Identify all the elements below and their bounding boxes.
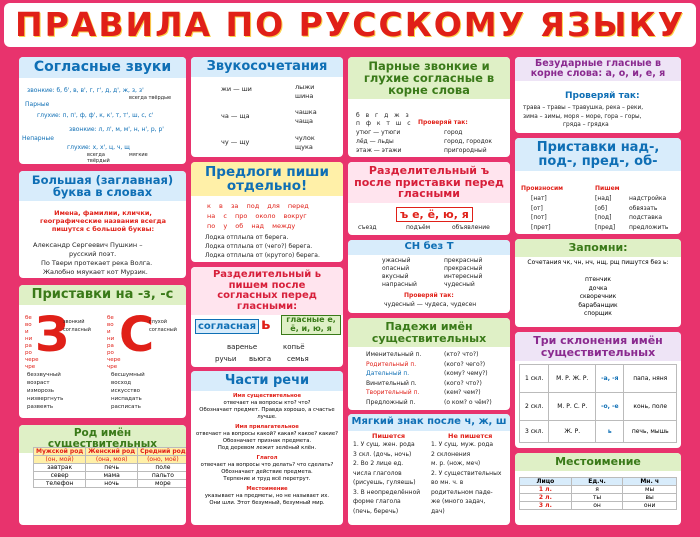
- bolshaya-example: По Твери протекает река Волга.: [41, 259, 153, 267]
- text-item: опасный: [382, 265, 410, 272]
- text-item: папа, няня: [624, 365, 677, 393]
- panel-mestoim: [515, 453, 681, 525]
- soglasnye-line: глухие: п, п', ф, ф', к, к', т, т', ш, с, с': [37, 112, 154, 119]
- bolshaya-rule: Имена, фамилии, клички, географические названия всегда пишутся с большой буквы:: [39, 209, 167, 234]
- bolshaya-example: Александр Сергеевич Пушкин –: [33, 241, 143, 249]
- parnye-row: этаж — этажи: [356, 147, 402, 154]
- parnye-header: Парные звонкие и глухие согласные в корне слова: [348, 57, 510, 99]
- rod-header: Род имён существительных: [19, 425, 186, 453]
- text-item: печь: [86, 464, 138, 472]
- text-item: предложить: [629, 223, 669, 231]
- text-item: М. Р. Ж. Р.: [549, 365, 596, 393]
- soglasnye-line: звонкие: л, л', м, м', н, н', р, р': [69, 126, 164, 133]
- text-item: искусство: [111, 388, 141, 394]
- text-item: у: [223, 222, 228, 230]
- panel-bezudar: [515, 57, 681, 133]
- text-item: телефон: [34, 480, 86, 488]
- razd-mz-example: семья: [287, 355, 309, 363]
- text-item: скворечник: [579, 293, 617, 300]
- text-item: для: [267, 202, 280, 210]
- chasti-title: Местоимение: [246, 486, 288, 492]
- myagkiy-left: [353, 440, 420, 516]
- text-item: зима – зимы, моря – море, гора – горы,: [523, 113, 642, 120]
- text-item: (кто? что?): [444, 351, 479, 358]
- text-item: завтрак: [34, 464, 86, 472]
- table-row: [520, 421, 677, 443]
- bolshaya-example: русский поэт.: [69, 250, 117, 258]
- text-item: бесшумный: [111, 372, 145, 378]
- text-item: развеять: [27, 404, 54, 410]
- text-item: Обозначает действие предмета.: [221, 469, 313, 475]
- text-item: расписать: [111, 404, 141, 410]
- razd-mz-example: ручьи: [215, 355, 237, 363]
- predlogi-example: Лодка отплыла от берега.: [205, 234, 289, 241]
- table-row: [34, 448, 187, 456]
- text-item: же (много задач,: [431, 498, 486, 505]
- text-item: 1. У сущ. жен. рода: [353, 441, 415, 448]
- text-item: возраст: [27, 380, 50, 386]
- text-item: перед: [287, 202, 309, 210]
- text-item: изморозь: [27, 388, 55, 394]
- panel-zvukosochet: [191, 57, 343, 157]
- soglasnye-line: твёрдый: [87, 158, 110, 164]
- parnye-abc: б в г д ж з: [356, 112, 411, 119]
- text-item: [от]: [531, 204, 543, 212]
- text-item: Под деревом лежит зелёный клён.: [217, 445, 317, 451]
- myagkiy-header: Мягкий знак после ч, ж, ш: [348, 414, 510, 431]
- text-item: -а, -я: [596, 365, 624, 393]
- chn-header: СН без Т: [348, 240, 510, 255]
- text-item: прекрасный: [444, 265, 483, 272]
- soglasnye-line: Парные: [25, 101, 50, 108]
- pristavki-header: Приставки над-, под-, пред-, об-: [515, 138, 681, 171]
- myagkiy-col-head: Пишется: [372, 432, 406, 440]
- text-item: Винительный п.: [366, 379, 417, 387]
- text-item: [под]: [595, 214, 612, 221]
- razd-mz-example: вьюга: [249, 355, 272, 363]
- text-item: отвечает на вопросы что делать? что сделать?: [200, 462, 334, 468]
- text-item: за: [230, 202, 239, 210]
- text-item: 3 л.: [520, 502, 572, 510]
- text-item: барабанщик: [578, 301, 618, 309]
- zvuk-ex: [295, 83, 314, 101]
- predlogi-example: Лодка отплыла от (чего?) берега.: [205, 243, 313, 250]
- text-item: М. Р. С. Р.: [549, 393, 596, 421]
- rod-col-head: Средний род: [138, 448, 186, 456]
- chasti-header: Части речи: [191, 371, 343, 391]
- text-item: 3 скл. (дочь, ночь): [353, 450, 412, 458]
- pristavki-col2: [595, 194, 615, 232]
- text-item: (кого? что?): [444, 379, 482, 387]
- parnye-row: пригородный: [444, 147, 487, 154]
- text-item: гряда – грядка: [563, 122, 609, 128]
- chasti-title: Глагол: [256, 455, 278, 461]
- razd-tz-example: съезд: [358, 224, 377, 231]
- text-item: 1 л.: [520, 486, 572, 494]
- bezudar-examples: [523, 104, 643, 130]
- text-item: Творительный п.: [366, 389, 420, 396]
- text-item: 2 склонения: [431, 450, 471, 458]
- text-item: [пот]: [531, 214, 547, 221]
- text-item: север: [34, 472, 86, 480]
- text-item: беззвучный: [27, 372, 61, 378]
- s-words: [111, 371, 145, 411]
- table-row: [520, 478, 677, 486]
- text-item: под: [246, 202, 260, 210]
- text-item: ниспадать: [111, 396, 142, 402]
- text-item: 2 л.: [520, 494, 572, 502]
- predlogi-row: [207, 222, 295, 230]
- text-item: Родительный п.: [366, 360, 417, 368]
- text-item: с: [223, 212, 227, 220]
- zvuk-pair: чу — щу: [221, 138, 250, 146]
- bolshaya-header: Большая (заглавная) буква в словах: [19, 171, 186, 201]
- rod-sub: (оно, моё): [138, 456, 186, 464]
- text-item: дочка: [588, 284, 608, 292]
- text-item: Именительный п.: [366, 351, 422, 358]
- text-item: отвечает на вопросы какой? какая? какое? какие?: [196, 431, 338, 437]
- tri-table: [519, 364, 677, 443]
- parnye-row: утюг — утюги: [356, 129, 401, 136]
- text-item: ь: [596, 421, 624, 443]
- table-row: [34, 464, 187, 472]
- text-item: вкусный: [382, 273, 409, 280]
- text-item: числа глаголов: [353, 469, 402, 477]
- panel-razd-mz: [191, 267, 343, 367]
- table-row: [520, 393, 677, 421]
- chn-right: [444, 257, 482, 289]
- text-item: обвязать: [629, 204, 658, 212]
- tri-header: Три склонения имён существительных: [515, 332, 681, 361]
- text-item: щука: [295, 143, 313, 151]
- text-item: Дательный п.: [366, 370, 410, 377]
- parnye-row: лёд — льды: [356, 138, 394, 145]
- text-item: лыжи: [295, 83, 315, 91]
- panel-padezhi: [348, 318, 510, 410]
- text-item: Предложный п.: [366, 398, 416, 406]
- text-item: Они шли. Этот безумный, безумный мир.: [209, 500, 325, 506]
- table-row: [34, 480, 187, 488]
- soglasnye-line: мягкие: [129, 152, 148, 158]
- panel-razd-tz: [348, 162, 510, 235]
- text-item: 1. У сущ. муж. рода: [431, 441, 494, 448]
- rod-sub: (он, мой): [34, 456, 86, 464]
- text-item: Ед.ч.: [571, 478, 622, 486]
- text-item: в: [219, 202, 223, 210]
- text-item: Терпение и труд всё перетрут.: [223, 476, 311, 482]
- panel-predlogi: [191, 162, 343, 262]
- text-item: подставка: [629, 214, 663, 221]
- text-item: [об]: [595, 204, 608, 212]
- text-item: Обозначает предмет. Правда хорошо, а счастье: [199, 407, 335, 413]
- text-item: чаща: [295, 117, 313, 125]
- pristavki-col-head: Пишем: [595, 185, 620, 192]
- text-item: по: [207, 222, 216, 230]
- predlogi-example: Лодка отплыла от (крутого) берега.: [205, 252, 320, 259]
- text-item: (кем? чем?): [444, 389, 481, 396]
- table-row: [34, 472, 187, 480]
- soglasnye-header: Согласные звуки: [19, 57, 186, 78]
- razd-tz-formula: ъ е, ё, ю, я: [396, 207, 473, 222]
- text-item: форме глагола: [353, 498, 401, 505]
- zapomni-header: Запомни:: [515, 239, 681, 257]
- text-item: к: [207, 202, 211, 210]
- table-row: [520, 365, 677, 393]
- zvukosochet-header: Звукосочетания: [191, 57, 343, 77]
- rod-col-head: Женский род: [86, 448, 138, 456]
- text-item: вокруг: [283, 212, 307, 220]
- letter-s-glyph: С: [119, 307, 155, 363]
- text-item: мы: [623, 486, 677, 494]
- text-item: поле: [138, 464, 186, 472]
- zvuk-pair: жи — ши: [221, 85, 252, 93]
- text-item: между: [272, 222, 296, 230]
- table-row: [34, 456, 187, 464]
- soft-sign-glyph: ь: [261, 315, 271, 333]
- text-item: ты: [571, 494, 622, 502]
- predlogi-row: [207, 202, 309, 210]
- text-item: (рисуешь, гуляешь): [353, 479, 416, 486]
- zvuk-ex: [295, 108, 317, 126]
- panel-zapomni: [515, 239, 681, 327]
- text-item: во мн. ч. в: [431, 479, 464, 486]
- text-item: ночь: [86, 480, 138, 488]
- text-item: (печь, беречь): [353, 507, 399, 515]
- text-item: Лицо: [520, 478, 572, 486]
- text-item: Ж. Р.: [549, 421, 596, 443]
- s-example: глухой: [149, 319, 168, 325]
- bolshaya-example: Жалобно мяукает кот Мурзик.: [43, 268, 148, 276]
- parnye-abc: п ф к т ш с: [356, 120, 413, 127]
- razd-mz-header: Разделительный ь пишем после согласных перед гласными:: [191, 267, 343, 315]
- text-item: 2 скл.: [520, 393, 549, 421]
- text-item: спорщик: [584, 310, 612, 317]
- text-item: [нат]: [531, 195, 547, 202]
- myagkiy-right: [431, 440, 501, 516]
- panel-chn: [348, 240, 510, 313]
- panel-rod: [19, 425, 186, 525]
- text-item: интересный: [444, 273, 483, 280]
- sogl-box: согласная: [195, 319, 259, 334]
- pristavki-col1: [531, 194, 551, 232]
- padezhi-names: [366, 350, 421, 407]
- zvuk-pair: ча — ща: [221, 112, 250, 120]
- table-row: [520, 502, 677, 510]
- text-item: чашка: [295, 108, 317, 116]
- text-item: над: [251, 222, 265, 230]
- chn-left: [382, 257, 417, 289]
- table-row: [520, 494, 677, 502]
- soglasnye-line: всегда: [87, 152, 105, 158]
- razd-tz-example: объявление: [452, 224, 490, 231]
- text-item: около: [255, 212, 276, 220]
- text-item: напрасный: [382, 281, 417, 288]
- letter-z-glyph: З: [35, 307, 70, 363]
- zvuk-ex: [295, 134, 315, 152]
- mestoim-header: Местоимение: [515, 453, 681, 471]
- predlogi-row: [207, 212, 307, 220]
- prefix-list-z: бе во и ни ра ро чере чре: [25, 315, 39, 370]
- text-item: надстройка: [629, 195, 667, 202]
- text-item: пальто: [138, 472, 186, 480]
- text-item: [пред]: [595, 223, 616, 231]
- z-words: [27, 371, 63, 411]
- text-item: ужасный: [382, 257, 411, 264]
- text-item: 3 скл.: [520, 421, 549, 443]
- text-item: указывает на предметы, но не называет их.: [204, 493, 330, 499]
- text-item: (кому? чему?): [444, 370, 488, 377]
- mestoim-table: [519, 477, 677, 510]
- text-item: Мн. ч: [623, 478, 677, 486]
- text-item: 3. В неопределённой: [353, 488, 421, 496]
- parnye-check: Проверяй так:: [418, 119, 468, 126]
- text-item: трава – травы – травушка, река – реки,: [523, 105, 644, 111]
- text-item: дач): [431, 507, 445, 515]
- razd-mz-example: копьё: [283, 343, 305, 351]
- razd-mz-example: варенье: [227, 343, 258, 351]
- rod-table: [33, 447, 186, 488]
- chn-example: чудесный — чудеса, чудесен: [384, 301, 477, 308]
- text-item: птенчик: [584, 276, 612, 283]
- razd-tz-header: Разделительный ъ после приставки перед гласными: [348, 162, 510, 203]
- rod-sub: (она, моя): [86, 456, 138, 464]
- predlogi-header: Предлоги пиши отдельно!: [191, 162, 343, 196]
- z-example: согласный: [63, 327, 91, 333]
- panel-chasti: [191, 371, 343, 525]
- chn-check: Проверяй так:: [404, 292, 454, 299]
- panel-parnye: [348, 57, 510, 157]
- text-item: [прет]: [531, 223, 551, 231]
- razd-tz-example: подъём: [406, 224, 431, 231]
- text-item: лучше.: [257, 414, 277, 420]
- text-item: шина: [295, 92, 314, 100]
- text-item: вы: [623, 494, 677, 502]
- parnye-row: город, городок: [444, 138, 493, 145]
- panel-tri: [515, 332, 681, 448]
- text-item: 2. У существительных: [431, 469, 502, 477]
- text-item: чулок: [295, 134, 315, 142]
- soglasnye-line: глухие: х, х', ц, ч, щ: [67, 144, 130, 151]
- bezudar-header: Безударные гласные в корне слова: а, о, и, е, я: [515, 57, 681, 81]
- text-item: прекрасный: [444, 257, 483, 264]
- pristavki-col-head: Произносим: [521, 185, 564, 192]
- zapomni-examples: [521, 276, 675, 319]
- text-item: родительном паде-: [431, 488, 493, 496]
- text-item: низвергнуть: [27, 396, 64, 402]
- text-item: мама: [86, 472, 138, 480]
- zapomni-rule: Сочетания чк, чн, нч, нщ, рщ пишутся без ь:: [527, 259, 669, 266]
- padezhi-questions: [444, 350, 492, 407]
- text-item: они: [623, 502, 677, 510]
- panel-pristavki: [515, 138, 681, 234]
- text-item: (кого? чего?): [444, 360, 486, 368]
- myagkiy-col-head: Не пишется: [448, 432, 493, 440]
- panel-pristavki-zs: [19, 285, 186, 418]
- text-item: восход: [111, 380, 132, 386]
- text-item: на: [207, 212, 216, 220]
- text-item: (о ком? о чём?): [444, 398, 492, 406]
- chasti-title: Имя существительное: [232, 393, 302, 399]
- soglasnye-line: всегда твёрдые: [129, 95, 172, 101]
- chasti-title: Имя прилагательное: [235, 424, 299, 430]
- pristavki-col3: [629, 194, 668, 232]
- text-item: отвечает на вопросы кто? что?: [223, 400, 311, 406]
- text-item: 2. Во 2 лице ед.: [353, 460, 404, 467]
- text-item: конь, поле: [624, 393, 677, 421]
- text-item: я: [571, 486, 622, 494]
- text-item: печь, мышь: [624, 421, 677, 443]
- text-item: -о, -е: [596, 393, 624, 421]
- text-item: он: [571, 502, 622, 510]
- panel-bolshaya: [19, 171, 186, 278]
- bezudar-check: Проверяй так:: [565, 91, 640, 101]
- text-item: [над]: [595, 195, 612, 202]
- soglasnye-line: Непарные: [22, 135, 54, 142]
- text-item: чудесный: [444, 281, 475, 288]
- text-item: 1 скл.: [520, 365, 549, 393]
- padezhi-header: Падежи имён существительных: [348, 318, 510, 347]
- text-item: море: [138, 480, 186, 488]
- text-item: про: [234, 212, 248, 220]
- panel-myagkiy: [348, 414, 510, 525]
- text-item: м. р. (нож, меч): [431, 460, 481, 467]
- s-example: согласный: [149, 327, 177, 333]
- chasti-body: [195, 393, 339, 507]
- panel-soglasnye: [19, 57, 186, 164]
- soglasnye-line: звонкие: б, б', в, в', г, г', д, д', ж, з, з': [27, 87, 144, 94]
- pristavki-zs-header: Приставки на -з, -с: [19, 285, 186, 305]
- page-title: ПРАВИЛА ПО РУССКОМУ ЯЗЫКУ: [4, 3, 696, 47]
- text-item: Обозначает признак предмета.: [222, 438, 312, 444]
- text-item: об: [235, 222, 244, 230]
- table-row: [520, 486, 677, 494]
- rod-col-head: Мужской род: [34, 448, 86, 456]
- prefix-list-s: бе во и ни ра ро чере чре: [107, 315, 121, 370]
- z-example: звонкий: [63, 319, 85, 325]
- parnye-row: город: [444, 129, 463, 136]
- glas-box: гласные е, ё, и, ю, я: [281, 315, 341, 335]
